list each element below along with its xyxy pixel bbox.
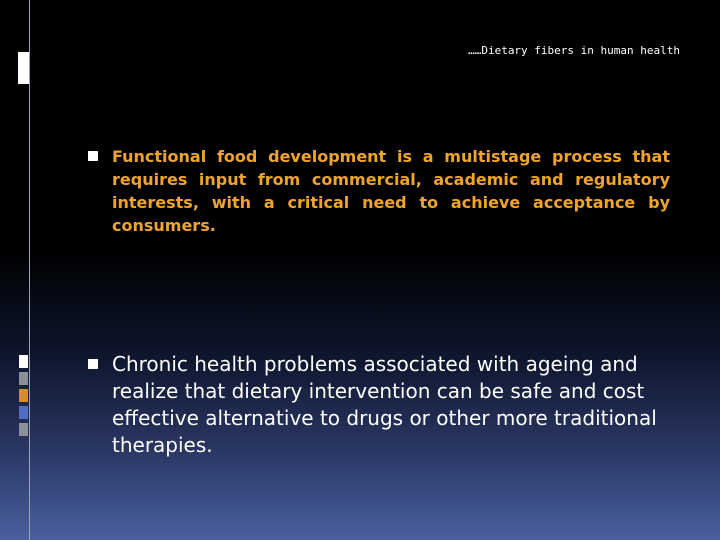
accent-square	[19, 355, 28, 368]
left-vertical-rule	[29, 0, 30, 540]
accent-square	[19, 406, 28, 419]
accent-square	[19, 423, 28, 436]
bullet-text: Chronic health problems associated with ageing and realize that dietary intervention can be safe and cost effective alternative to drugs or other more traditional therapies.	[112, 352, 657, 457]
accent-square	[19, 372, 28, 385]
bullet-text: Functional food development is a multistage process that requires input from commercial, academic and regulatory interests, with a critical need to achieve acceptance by consumers.	[112, 147, 670, 235]
accent-stack	[19, 355, 28, 440]
slide-title: ……Dietary fibers in human health	[468, 44, 680, 57]
bullet-item-1	[88, 145, 678, 237]
square-bullet-icon	[88, 359, 98, 369]
accent-square	[19, 389, 28, 402]
accent-block	[18, 52, 29, 84]
square-bullet-icon	[88, 151, 98, 161]
bullet-item-2	[88, 351, 688, 459]
